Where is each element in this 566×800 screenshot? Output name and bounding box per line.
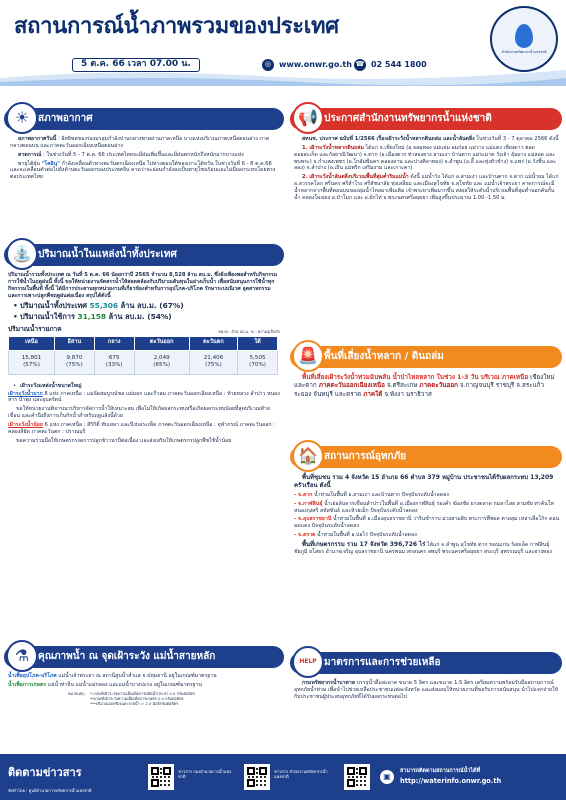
onwr-logo — [490, 6, 558, 72]
total-water-unit: ล้าน ลบ.ม. (67%) — [120, 301, 184, 311]
website-text: www.onwr.go.th — [279, 59, 352, 69]
table-row — [9, 350, 278, 374]
weather-heading: สภาพอากาศ — [38, 113, 93, 125]
storm-text-a: พายุไต้ฝุ่น — [18, 160, 42, 167]
notes-label: หมายเหตุ : — [68, 690, 87, 696]
sun-cloud-icon: ☀ — [6, 102, 38, 134]
page-title: สถานการณ์น้ำภาพรวมของประเทศ — [14, 14, 339, 39]
weather-section — [4, 108, 284, 183]
risk-flash-text: พื้นที่เสี่ยงเฝ้าระวังน้ำท่วมฉับพลัน น้ำป่าไหลหลาก ในช่วง 1-3 วัน บริเวณ ภาคเหนือ — [302, 374, 529, 381]
flood-item: - จ.ตาก น้ำท่วมในพื้นที่ อ.สามเงา และบ้านตาก ปัจจุบันระดับน้ำลดลง — [294, 491, 449, 498]
total-water-bullet — [20, 301, 280, 311]
table-header: ตะวันตก — [189, 336, 237, 350]
globe-icon: ◎ — [262, 59, 274, 71]
regional-water-table — [8, 336, 278, 375]
header — [0, 0, 566, 86]
overflow-text: ดังนี้ แม่น้ำวัง ได้แก่ อ.สามเงา และบ้านตาก จ.ตาก แม่น้ำยม ได้แก่ อ.สวรรคโลก ศรีนคร ศรีสำโรง ศรีสัชนาลัย ทุ่งเสลี่ยม และเมืองสุโขทัย จ.สุโขทัย และ แม่น้ำเจ้าพระยา คาดการณ์จะมีน้ำหลากจากพื้นที่ตอนบนของลุ่มน้ำไหลมาเพิ่มเติม เจ้าพระยาเพิ่มมากขึ้น ส่งผลให้ระดับน้ำบริเวณพื้นที่ลุ่มต่ำนอกคันกั้นน้ำ คลองโผงเผง อ.ป่าโมก และ อ.ผักไห่ จ.พระนครศรีอยุธยา เพิ่มสูงขึ้นประมาณ 1.00 -1.50 ม. — [294, 174, 559, 201]
help-heading: มาตรการและการช่วยเหลือ — [324, 657, 441, 669]
water-drop-icon — [515, 24, 533, 48]
table-cell: 5,505 (70%) — [238, 350, 278, 374]
overflow-label: 2. เฝ้าระวังน้ำล้นตลิ่งบริเวณพื้นที่ลุ่มต่ำริมแม่น้ำ — [302, 174, 409, 181]
storm-text-b: กำลังเคลื่อนตัวทางตะวันตกเฉียงเหนือ ไปทางตอนใต้ของเกาะไต้หวัน ในช่วงวันที่ 6 - 8 ต.ค.66 และจะเคลื่อนตัวต่อไปยังด้านตะวันออกของประเทศจีน คาดว่าจะอ่อนกำลังลงเป็นพายุโซนร้อนและไม่มีผลกระทบโดยตรงต่อประเทศไทย — [10, 160, 276, 181]
website-link[interactable] — [262, 58, 352, 72]
consumption-label: น้ำเพื่ออุปโภค-บริโภค — [8, 673, 57, 679]
water-summary: ปริมาณน้ำรวมทั้งประเทศ ณ วันที่ 5 ต.ค. 66 น้อยกว่าปี 2565 จำนวน 8,528 ล้าน ลบ.ม. ซึ่งยังเพียงพอสำหรับกิจกรรมการใช้น้ำในฤดูฝนนี้ ทั้งนี้ ขอให้หน่วยงานจัดสรรน้ำให้สอดคล้องกับปริมาณต้นทุนในอ่างเก็บน้ำ เพื่อสนับสนุนการใช้น้ำทุกกิจกรรมในพื้นที่ ทั้งนี้ ได้มีการประสานทุกหน่วยงานที่เกี่ยวข้องสำหรับการอุปโภค-บริโภค รักษาระบบนิเวศ อุตสาหกรรม และการเพาะปลูกพืชฤดูฝนต่อเนื่อง สรุปได้ดังนี้ — [8, 272, 278, 299]
phone-text: 02 544 1800 — [371, 59, 427, 69]
waterinfo-title: สามารถติดตามสถานการณ์น้ำได้ที่ — [400, 768, 481, 774]
flask-icon: ⚗ — [6, 640, 38, 672]
landslide-label: 1. เฝ้าระวังน้ำหลากดินถล่ม — [302, 144, 364, 151]
table-cell: 15,801 (57%) — [9, 350, 55, 374]
flood-banner — [290, 446, 562, 468]
logo-text: สำนักงานทรัพยากรน้ำแห่งชาติ — [501, 49, 547, 54]
total-water-value: 55,306 — [89, 301, 119, 311]
qr-code-news[interactable] — [148, 764, 174, 790]
table-header: เหนือ — [9, 336, 55, 350]
note-item: ***ปริมาณออกซิเจนละลายน้ำ > 2.0 มิลลิกรัมต่อลิตร — [90, 700, 179, 706]
help-text: บรรจุน้ำดื่มสะอาด ขนาด 5 ลิตร และขนาด 1.5 ลิตร เตรียมความพร้อมรับมือสถานการณ์อุทกภัยน้ำท่วม เพื่อนำไปช่วยเหลือประชาชนแต่ละจังหวัด และส่งมอบให้หน่วยงานที่ขอรับการสนับสนุน นำไปแจกจ่ายให้กับประชาชนผู้ประสบอุทกภัยที่ได้รับผลกระทบต่อไป — [294, 680, 559, 700]
total-water-label: ปริมาณน้ำทั้งประเทศ — [20, 301, 87, 311]
watch-low-more: ขอความร่วมมือให้เกษตรกรงดการปลูกข้าวนาปีต่อเนื่อง และส่งเสริมให้เกษตรกรปลูกพืชใช้น้ำน้อย — [16, 437, 232, 444]
megaphone-icon: 📢 — [292, 102, 324, 134]
flooded-house-icon: 🏠 — [292, 440, 324, 472]
announcement-section — [290, 108, 562, 204]
usable-water-bullet — [20, 312, 280, 322]
forecast-text: : ในช่วงวันที่ 5 - 7 ต.ค. 66 ประเทศไทยจะมีฝนเพิ่มขึ้นและมีฝนตกหนักถึงหนักมากบางแห่ง — [41, 151, 244, 158]
table-header: อีสาน — [54, 336, 94, 350]
watch-high-label: เฝ้าระวังน้ำมาก — [8, 390, 43, 397]
agri-flood-label: พื้นที่เกษตรกรรม รวม 17 จังหวัด 396,726 ไร่ — [302, 540, 426, 548]
watch-high-text: เฝ้าระวังน้ำมาก 8 แห่ง ภาคเหนือ : แม่จัดสมบูรณ์ชล แม่มอก และกิ่วลม ภาคตะวันออกเฉียงเหนือ : ห้วยหลวง ลำปาว หนองหาร น้ำพุง และอุบลรัตน์ — [8, 390, 280, 404]
note-item: * เกณฑ์เฝ้าระวังความเค็มเพื่อการผลิตน้ำประปา 0.5 กรัมต่อลิตร — [90, 690, 196, 696]
table-cell: 9,870 (75%) — [54, 350, 94, 374]
table-cell: 675 (33%) — [94, 350, 134, 374]
forecast-label: คาดการณ์ — [18, 151, 42, 158]
weather-today-label: สภาพอากาศวันนี้ — [18, 136, 57, 142]
announcement-banner — [290, 108, 562, 130]
report-date: 5 ต.ค. 66 เวลา 07.00 น. — [72, 58, 200, 72]
footer — [0, 754, 566, 800]
made-by-text: จัดทำโดย : ศูนย์อำนวยการทรัพยากรน้ำแห่งชาติ — [8, 788, 92, 793]
flood-item: - จ.กาฬสินธุ์ น้ำเอ่อล้นจากเขื่อนลำปาวในพื้นที่ อ.เมืองกาฬสินธุ์ ร่องคำ ฆ้องชัย ยางตลาด กมลาไสย สามชัย ท่าคันโท หนองกุงศรี สหัสขันธ์ และห้วยเม็ก ปัจจุบันระดับน้ำลดลง — [294, 500, 554, 514]
flood-item: - จ.ตราด น้ำท่วมในพื้นที่ อ.บ่อไร่ ปัจจุบันระดับน้ำลดลง — [294, 532, 417, 539]
dam-icon: ⛲ — [6, 238, 38, 270]
usable-water-unit: ล้าน ลบ.ม. (54%) — [108, 312, 172, 322]
agriculture-text: แม่น้ำท่าจีน แม่น้ำแม่กลอง และแม่น้ำบางปะกง อยู่ในเกณฑ์มาตรฐาน — [46, 681, 202, 688]
announcement-intro: ในช่วงวันที่ 3 - 7 ตุลาคม 2566 ดังนี้ — [474, 136, 559, 142]
watch-low-label: เฝ้าระวังน้ำน้อย — [8, 421, 43, 428]
qr-label: ข่าวสาร กองอำนวยการน้ำแห่งชาติ — [178, 769, 232, 779]
storm-name: "โคอินุ" — [41, 160, 60, 167]
groundwater-dept-label: กรมทรัพยากรน้ำบาดาล — [302, 680, 355, 686]
flood-summary: พื้นที่ชุมชน รวม 4 จังหวัด 15 อำเภอ 66 ตำบล 379 หมู่บ้าน ประชาชนได้รับผลกระทบ 13,209 ครัวเรือน ดังนี้ — [294, 474, 554, 489]
risk-banner — [290, 346, 562, 368]
landslide-text: ได้แก่ จ.เชียงใหม่ (อ.จอมทอง แม่แจ่ม อมก๋อย แม่วาง แม่แตง เชียงดาว ฮอด ดอยสะเก็ด และกัลยาณิวัฒนา) จ.ตาก (อ.เมืองตาก ท่าสองยาง สามเงา บ้านตาก แม่ระมาด วังเจ้า อุ้มผาง แม่สอด และพบพระ) จ.กำแพงเพชร (อ.โกสัมพีนคร คลองลาน และปางศิลาทอง) จ.ลำพูน (อ.ลี้ และทุ่งหัวช้าง) จ.แพร่ (อ.วังชิ้น และลอง) จ.ลำปาง (อ.เถิน แม่พริก เสริมงาม และเกาะคา) — [294, 144, 556, 172]
qr-code-waterinfo[interactable] — [344, 764, 370, 790]
watch-title: • เฝ้าระวังแหล่งน้ำขนาดใหญ่ — [20, 383, 280, 390]
table-cell: 21,406 (75%) — [189, 350, 237, 374]
table-header: กลาง — [94, 336, 134, 350]
note-item: **เกณฑ์เฝ้าระวังความเค็มเพื่อการเกษตร 2.0 กรัมต่อลิตร — [90, 695, 184, 701]
consumption-text: แม่น้ำเจ้าพระยา ณ สถานีสูบน้ำสำแล จ.ปทุมธานี อยู่ในเกณฑ์มาตรฐาน — [56, 673, 217, 679]
regional-table-unit: หน่วย : ล้าน ลบ.ม. % : ความจุเก็บกัก — [218, 328, 280, 334]
table-cell: 2,049 (65%) — [134, 350, 189, 374]
help-banner — [290, 652, 562, 674]
flood-heading: สถานการณ์อุทกภัย — [324, 451, 407, 463]
announcement-heading: ประกาศสำนักงานทรัพยากรน้ำแห่งชาติ — [324, 113, 492, 125]
risk-section: 🚨 พื้นที่เสี่ยงน้ำหลาก / ดินถล่ม พื้นที่เสี่ยงเฝ้าระวังน้ำท่วมฉับพลัน น้ำป่าไหลหลาก ในช่วง 1-3 วัน บริเวณ ภาคเหนือ เชียงใหม่ และตาก ภาคตะวันออกเฉียงเหนือ จ.ศรีสะเกษ ภาคตะวันออก จ.กาญจนบุรี ราชบุรี จ.สระแก้ว ระยอง จันทบุรี และตราด ภาคใต้ จ.พังงา นราธิวาส — [290, 346, 562, 401]
weather-banner — [4, 108, 284, 130]
announcement-intro-label: สทนช. ประกาศ ฉบับที่ 1/2566 เรื่องเฝ้าระวังน้ำหลากดินถล่ม และน้ำล้นตลิ่ง — [302, 136, 475, 142]
follow-news-label: ติดตามข่าวสาร — [8, 766, 82, 779]
regional-table-title: ปริมาณน้ำรายภาค — [8, 324, 62, 333]
phone-icon: ☎ — [354, 59, 366, 71]
watch-high-more: ขอให้หน่วยงานพิจารณาบริหารจัดการน้ำให้เหมาะสม เพื่อไม่ให้เกิดผลกระทบหรือเกิดผลกระทบน้อยที่สุดบริเวณท้ายเขื่อน และคำนึงถึงการเก็บกักน้ำสำหรับฤดูแล้งนี้ด้วย — [8, 406, 270, 420]
water-volume-banner — [4, 244, 284, 266]
risk-heading: พื้นที่เสี่ยงน้ำหลาก / ดินถล่ม — [324, 351, 444, 363]
help-sign-icon: HELP — [292, 646, 324, 678]
usable-water-label: ปริมาณน้ำใช้การ — [20, 312, 75, 322]
weather-today-text: : อิทธิพลของร่องมรสุมกำลังปานกลางพาดผ่านภาคเหนือ บางแห่งบริเวณภาคเหนือตอนล่าง ภาคกลางตอนบน และภาคตะวันออกเฉียงเหนือตอนล่าง — [10, 136, 270, 149]
water-quality-section — [4, 646, 284, 706]
agri-flood-text: ได้แก่ จ.ลำพูน สุโขทัย ตาก ขอนแก่น ร้อยเอ็ด กาฬสินธุ์ ชัยภูมิ ยโสธร อำนาจเจริญ อุบลราชธานี นครพนม สกลนคร ลพบุรี พระนครศรีอยุธยา สระบุรี สุพรรณบุรี และอ่างทอง — [294, 541, 552, 555]
water-volume-section — [4, 244, 284, 447]
monitor-icon: ▣ — [380, 770, 394, 784]
qr-label: ข่าวสาร สำนักงานทรัพยากรน้ำแห่งชาติ — [274, 769, 328, 779]
flood-section — [290, 446, 562, 558]
usable-water-value: 31,158 — [77, 312, 107, 322]
flood-item: - จ.อุบลราชธานี น้ำท่วมในพื้นที่ อ.เมืองอุบลราชธานี วารินชำราบ ม่วงสามสิบ ตระการพืชผล ตาลสุม เหล่าเสือโก้ก ดอนมดแดง ปัจจุบันระดับน้ำลดลง — [294, 516, 560, 530]
warning-siren-icon: 🚨 — [292, 340, 324, 372]
table-header: ตะวันออก — [134, 336, 189, 350]
help-section — [290, 652, 562, 703]
water-quality-banner — [4, 646, 284, 668]
table-header: ใต้ — [238, 336, 278, 350]
agriculture-label: น้ำเพื่อการเกษตร — [8, 681, 47, 688]
watch-low-text: เฝ้าระวังน้ำน้อย 6 แห่ง ภาคเหนือ : สิริกิติ์ ทับเสลา และบึงบอระเพ็ด ภาคตะวันออกเฉียงเหนือ : จุฬาภรณ์ ภาคตะวันออก : คลองสียัด ภาคตะวันตก : ปราณบุรี — [8, 421, 275, 435]
water-quality-heading: คุณภาพน้ำ ณ จุดเฝ้าระวัง แม่น้ำสายหลัก — [38, 651, 216, 663]
water-volume-heading: ปริมาณน้ำในแหล่งน้ำทั้งประเทศ — [38, 249, 177, 261]
phone-number[interactable] — [354, 58, 427, 72]
waterinfo-url[interactable]: http://waterinfo.onwr.go.th — [400, 777, 502, 785]
qr-code-onwr[interactable] — [244, 764, 270, 790]
